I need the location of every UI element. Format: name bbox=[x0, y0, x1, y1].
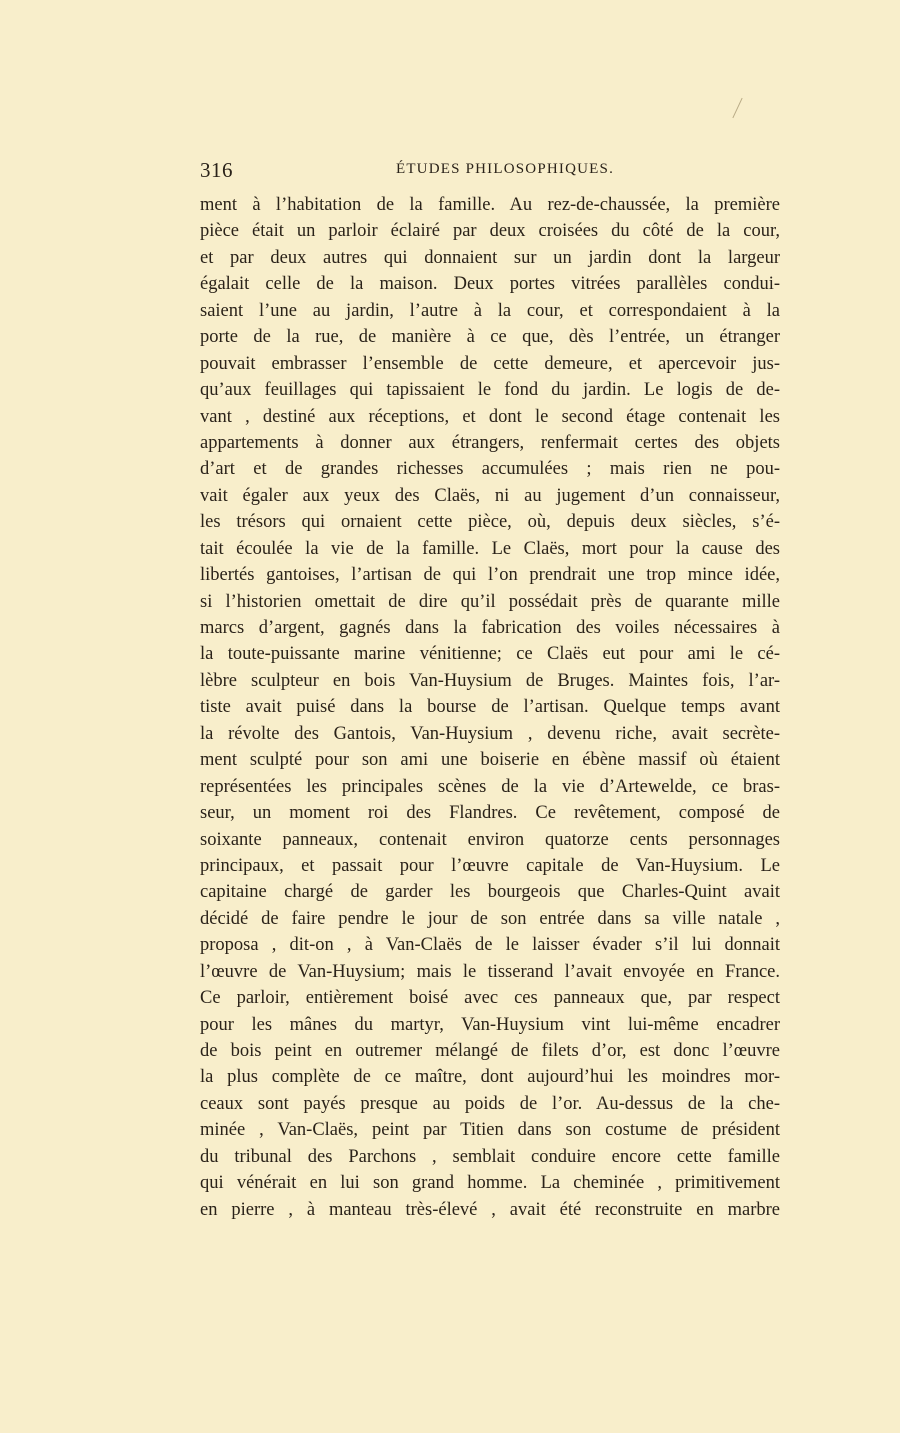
text-line: porte de la rue, de manière à ce que, dès l’entrée, un étranger bbox=[200, 327, 780, 348]
text-line: l’œuvre de Van-Huysium; mais le tisserand l’avait envoyée en France. bbox=[200, 961, 780, 982]
text-line: vait égaler aux yeux des Claës, ni au jugement d’un connaisseur, bbox=[200, 485, 780, 506]
text-line: appartements à donner aux étrangers, renfermait certes des objets bbox=[200, 432, 780, 453]
text-line: minée , Van-Claës, peint par Titien dans son costume de président bbox=[200, 1120, 780, 1141]
text-line: décidé de faire pendre le jour de son entrée dans sa ville natale , bbox=[200, 908, 780, 929]
text-line: proposa , dit-on , à Van-Claës de le laisser évader s’il lui donnait bbox=[200, 935, 780, 956]
text-line: qu’aux feuillages qui tapissaient le fond du jardin. Le logis de de- bbox=[200, 380, 780, 401]
text-line: la révolte des Gantois, Van-Huysium , devenu riche, avait secrète- bbox=[200, 723, 780, 744]
text-line: ment sculpté pour son ami une boiserie en ébène massif où étaient bbox=[200, 750, 780, 771]
text-line: qui vénérait en lui son grand homme. La cheminée , primitivement bbox=[200, 1173, 780, 1194]
page-header bbox=[200, 158, 780, 186]
text-line: tiste avait puisé dans la bourse de l’artisan. Quelque temps avant bbox=[200, 697, 780, 718]
body-text bbox=[200, 192, 780, 1223]
text-line: soixante panneaux, contenait environ quatorze cents personnages bbox=[200, 829, 780, 850]
page-number: 316 bbox=[200, 158, 233, 182]
text-line: Ce parloir, entièrement boisé avec ces panneaux que, par respect bbox=[200, 988, 780, 1009]
text-line: ment à l’habitation de la famille. Au rez-de-chaussée, la première bbox=[200, 195, 780, 215]
text-line: la plus complète de ce maître, dont aujourd’hui les moindres mor- bbox=[200, 1067, 780, 1088]
text-line: égalait celle de la maison. Deux portes vitrées parallèles condui- bbox=[200, 274, 780, 295]
text-line: de bois peint en outremer mélangé de filets d’or, est donc l’œuvre bbox=[200, 1041, 780, 1061]
text-line: saient l’une au jardin, l’autre à la cour, et correspondaient à la bbox=[200, 300, 780, 321]
text-line: du tribunal des Parchons , semblait conduire encore cette famille bbox=[200, 1146, 780, 1167]
text-line: marcs d’argent, gagnés dans la fabrication des voiles nécessaires à bbox=[200, 618, 780, 638]
text-line: seur, un moment roi des Flandres. Ce revêtement, composé de bbox=[200, 803, 780, 824]
text-line: et par deux autres qui donnaient sur un jardin dont la largeur bbox=[200, 247, 780, 268]
text-line: représentées les principales scènes de la vie d’Artewelde, ce bras- bbox=[200, 776, 780, 797]
text-line: principaux, et passait pour l’œuvre capitale de Van-Huysium. Le bbox=[200, 855, 780, 876]
text-line: pièce était un parloir éclairé par deux croisées du côté de la cour, bbox=[200, 221, 780, 242]
text-line: les trésors qui ornaient cette pièce, où, depuis deux siècles, s’é- bbox=[200, 512, 780, 533]
text-line: la toute-puissante marine vénitienne; ce Claës eut pour ami le cé- bbox=[200, 644, 780, 665]
text-line: tait écoulée la vie de la famille. Le Claës, mort pour la cause des bbox=[200, 538, 780, 559]
scan-mark bbox=[732, 98, 742, 118]
text-line: si l’historien omettait de dire qu’il possédait près de quarante mille bbox=[200, 591, 780, 612]
text-line: d’art et de grandes richesses accumulées ; mais rien ne pou- bbox=[200, 459, 780, 480]
running-title: ÉTUDES PHILOSOPHIQUES. bbox=[395, 161, 615, 177]
text-line: pour les mânes du martyr, Van-Huysium vint lui-même encadrer bbox=[200, 1014, 780, 1035]
text-line: vant , destiné aux réceptions, et dont le second étage contenait les bbox=[200, 406, 780, 427]
text-line: en pierre , à manteau très-élevé , avait été reconstruite en marbre bbox=[200, 1199, 780, 1220]
text-line: ceaux sont payés presque au poids de l’or. Au-dessus de la che- bbox=[200, 1093, 780, 1114]
text-line: capitaine chargé de garder les bourgeois que Charles-Quint avait bbox=[200, 882, 780, 903]
text-line: libertés gantoises, l’artisan de qui l’on prendrait une trop mince idée, bbox=[200, 565, 780, 586]
text-line: pouvait embrasser l’ensemble de cette demeure, et apercevoir jus- bbox=[200, 353, 780, 374]
text-line: lèbre sculpteur en bois Van-Huysium de Bruges. Maintes fois, l’ar- bbox=[200, 670, 780, 691]
